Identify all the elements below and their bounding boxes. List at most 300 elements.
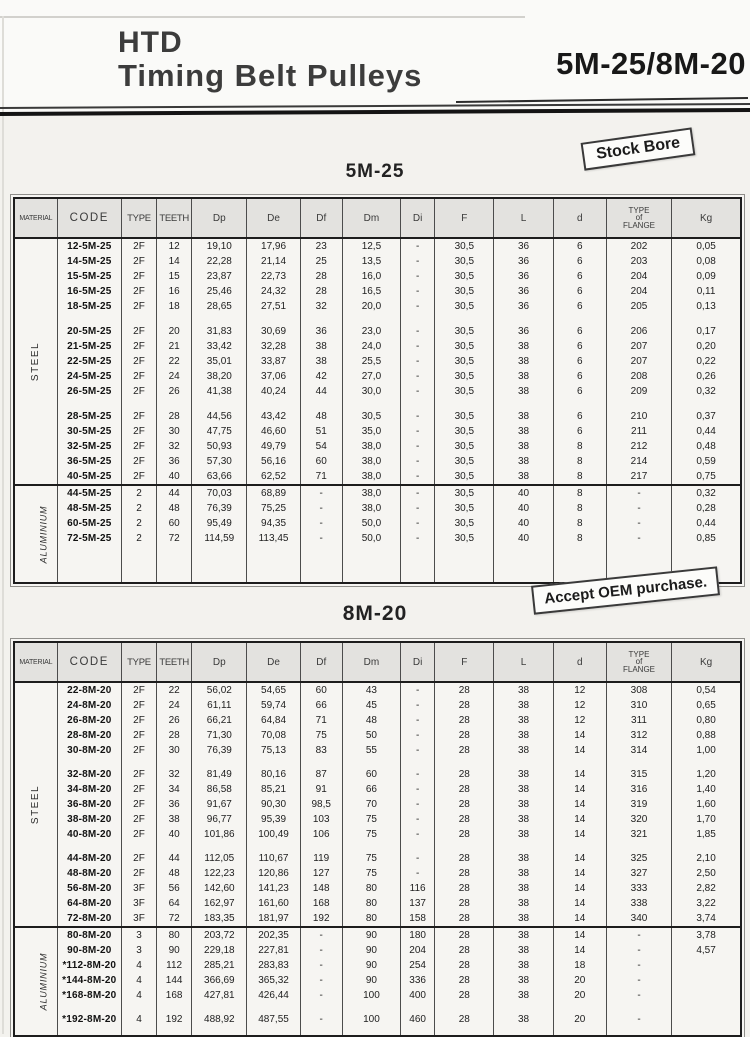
- spacer-row: [14, 314, 741, 324]
- data-cell: 60: [300, 454, 342, 469]
- data-cell: 23,87: [192, 269, 247, 284]
- data-cell: 2F: [121, 269, 156, 284]
- data-cell: 206: [606, 324, 671, 339]
- data-cell: 55: [342, 743, 400, 758]
- data-cell: 61,11: [192, 698, 247, 713]
- data-cell: 207: [606, 339, 671, 354]
- data-cell: 285,21: [192, 958, 247, 973]
- data-cell: 62,52: [247, 469, 300, 485]
- table-row: [14, 851, 741, 866]
- data-cell: 168: [300, 896, 342, 911]
- data-cell: 0,05: [672, 238, 741, 254]
- data-cell: -: [401, 767, 435, 782]
- spacer-cell: [342, 1003, 400, 1012]
- spacer-cell: [247, 399, 300, 409]
- material-cell: [14, 927, 57, 1036]
- data-cell: 47,75: [192, 424, 247, 439]
- data-cell: 2F: [121, 851, 156, 866]
- data-cell: 2,82: [672, 881, 741, 896]
- spacer-cell: [401, 546, 435, 583]
- data-cell: 336: [401, 973, 435, 988]
- data-cell: 36: [494, 299, 553, 314]
- table-row: [14, 782, 741, 797]
- data-cell: 8: [553, 516, 606, 531]
- data-cell: 80,16: [247, 767, 300, 782]
- data-cell: 100: [342, 988, 400, 1003]
- data-cell: [672, 973, 741, 988]
- data-cell: 12: [553, 713, 606, 728]
- data-cell: 2F: [121, 743, 156, 758]
- data-cell: -: [401, 516, 435, 531]
- data-cell: 42: [300, 369, 342, 384]
- col-header-teeth: TEETH: [157, 642, 192, 682]
- data-cell: -: [401, 254, 435, 269]
- data-cell: 14: [553, 782, 606, 797]
- data-cell: 0,85: [672, 531, 741, 546]
- data-cell: 22,73: [247, 269, 300, 284]
- spacer-cell: [401, 1003, 435, 1012]
- code-cell: 40-8M-20: [57, 827, 121, 842]
- data-cell: -: [401, 384, 435, 399]
- spacer-cell: [435, 842, 494, 851]
- spacer-cell: [300, 1003, 342, 1012]
- table-row: [14, 927, 741, 943]
- material-cell: [14, 485, 57, 583]
- data-cell: 14: [553, 927, 606, 943]
- spacer-cell: [121, 546, 156, 583]
- data-cell: 80: [157, 927, 192, 943]
- table-row: [14, 516, 741, 531]
- data-cell: 40: [494, 485, 553, 501]
- data-cell: 319: [606, 797, 671, 812]
- col-header-dm: Dm: [342, 642, 400, 682]
- spacer-cell: [553, 546, 606, 583]
- data-cell: 168: [157, 988, 192, 1003]
- data-cell: 14: [553, 728, 606, 743]
- data-cell: 12: [553, 698, 606, 713]
- spacer-cell: [121, 1027, 156, 1036]
- header-row: [14, 198, 741, 238]
- data-cell: -: [606, 927, 671, 943]
- data-cell: 2: [121, 531, 156, 546]
- data-cell: 30: [157, 743, 192, 758]
- code-cell: 16-5M-25: [57, 284, 121, 299]
- data-cell: 0,28: [672, 501, 741, 516]
- spacer-cell: [192, 399, 247, 409]
- data-cell: 33,42: [192, 339, 247, 354]
- spacer-cell: [672, 1003, 741, 1012]
- data-cell: 0,54: [672, 682, 741, 698]
- data-cell: -: [401, 369, 435, 384]
- data-cell: 204: [606, 284, 671, 299]
- data-cell: 90: [342, 927, 400, 943]
- data-cell: 3F: [121, 881, 156, 896]
- data-cell: 0,65: [672, 698, 741, 713]
- data-cell: 28: [435, 958, 494, 973]
- data-cell: 75: [342, 812, 400, 827]
- data-cell: 192: [157, 1012, 192, 1027]
- code-cell: 24-5M-25: [57, 369, 121, 384]
- data-cell: 20: [157, 324, 192, 339]
- data-cell: 38: [494, 1012, 553, 1027]
- data-cell: 46,60: [247, 424, 300, 439]
- scan-edge-top: [0, 16, 525, 18]
- data-cell: 487,55: [247, 1012, 300, 1027]
- data-cell: 460: [401, 1012, 435, 1027]
- data-cell: 30,5: [435, 469, 494, 485]
- table-wrapper-5m-25: [10, 194, 745, 587]
- data-cell: 427,81: [192, 988, 247, 1003]
- spacer-cell: [342, 546, 400, 583]
- col-header-code: CODE: [57, 642, 121, 682]
- data-cell: 0,17: [672, 324, 741, 339]
- spacer-cell: [157, 842, 192, 851]
- pulley-table-5m-25: [13, 197, 742, 584]
- data-cell: 38,20: [192, 369, 247, 384]
- data-cell: 48: [300, 409, 342, 424]
- data-cell: 81,49: [192, 767, 247, 782]
- table-row: [14, 339, 741, 354]
- data-cell: -: [401, 339, 435, 354]
- data-cell: 210: [606, 409, 671, 424]
- brand-line1: HTD: [118, 26, 183, 59]
- data-cell: 38: [494, 927, 553, 943]
- spacer-cell: [494, 1027, 553, 1036]
- table-wrapper-8m-20: [10, 638, 745, 1037]
- data-cell: 28: [435, 927, 494, 943]
- code-cell: 36-8M-20: [57, 797, 121, 812]
- data-cell: [672, 1012, 741, 1027]
- data-cell: 2F: [121, 767, 156, 782]
- col-header-l: L: [494, 198, 553, 238]
- spacer-cell: [300, 1027, 342, 1036]
- spacer-cell: [435, 1003, 494, 1012]
- spacer-row: [14, 842, 741, 851]
- data-cell: 30,5: [435, 485, 494, 501]
- data-cell: -: [401, 782, 435, 797]
- data-cell: 48: [342, 713, 400, 728]
- code-cell: 72-8M-20: [57, 911, 121, 927]
- data-cell: 144: [157, 973, 192, 988]
- data-cell: -: [606, 943, 671, 958]
- col-header-df: Df: [300, 642, 342, 682]
- data-cell: 6: [553, 299, 606, 314]
- data-cell: -: [606, 516, 671, 531]
- col-header-code: CODE: [57, 198, 121, 238]
- spacer-cell: [672, 1027, 741, 1036]
- data-cell: -: [606, 988, 671, 1003]
- data-cell: 40: [157, 469, 192, 485]
- data-cell: 1,85: [672, 827, 741, 842]
- data-cell: 22,28: [192, 254, 247, 269]
- data-cell: 28: [435, 1012, 494, 1027]
- code-cell: 48-5M-25: [57, 501, 121, 516]
- spacer-cell: [121, 842, 156, 851]
- data-cell: 16,0: [342, 269, 400, 284]
- data-cell: 6: [553, 369, 606, 384]
- data-cell: 0,80: [672, 713, 741, 728]
- data-cell: 2: [121, 516, 156, 531]
- data-cell: 365,32: [247, 973, 300, 988]
- data-cell: 8: [553, 485, 606, 501]
- col-header-l: L: [494, 642, 553, 682]
- table-row: [14, 284, 741, 299]
- data-cell: 192: [300, 911, 342, 927]
- col-header-dm: Dm: [342, 198, 400, 238]
- data-cell: 66: [342, 782, 400, 797]
- data-cell: 2F: [121, 797, 156, 812]
- data-cell: 14: [553, 743, 606, 758]
- spacer-cell: [192, 314, 247, 324]
- spacer-cell: [121, 1003, 156, 1012]
- data-cell: 0,20: [672, 339, 741, 354]
- col-header-de: De: [247, 198, 300, 238]
- data-cell: 202,35: [247, 927, 300, 943]
- data-cell: 203: [606, 254, 671, 269]
- table-row: [14, 369, 741, 384]
- data-cell: 1,40: [672, 782, 741, 797]
- col-header-di: Di: [401, 198, 435, 238]
- code-cell: 30-5M-25: [57, 424, 121, 439]
- data-cell: 366,69: [192, 973, 247, 988]
- data-cell: 95,39: [247, 812, 300, 827]
- data-cell: 28: [435, 782, 494, 797]
- data-cell: 22: [157, 354, 192, 369]
- col-header-f: F: [435, 642, 494, 682]
- spacer-cell: [606, 1027, 671, 1036]
- data-cell: 112: [157, 958, 192, 973]
- code-cell: 72-5M-25: [57, 531, 121, 546]
- data-cell: 212: [606, 439, 671, 454]
- data-cell: 28: [435, 988, 494, 1003]
- data-cell: 15: [157, 269, 192, 284]
- data-cell: 2: [121, 485, 156, 501]
- code-cell: 90-8M-20: [57, 943, 121, 958]
- spacer-cell: [157, 758, 192, 767]
- spacer-cell: [494, 1003, 553, 1012]
- col-header-d: d: [553, 198, 606, 238]
- data-cell: 2: [121, 501, 156, 516]
- data-cell: 28: [435, 743, 494, 758]
- data-cell: 40: [494, 516, 553, 531]
- spacer-cell: [157, 1027, 192, 1036]
- data-cell: 38: [494, 958, 553, 973]
- data-cell: 38,0: [342, 501, 400, 516]
- data-cell: 137: [401, 896, 435, 911]
- table-row: [14, 973, 741, 988]
- data-cell: 21: [157, 339, 192, 354]
- data-cell: 87: [300, 767, 342, 782]
- data-cell: -: [401, 299, 435, 314]
- data-cell: 28: [435, 851, 494, 866]
- table-row: [14, 439, 741, 454]
- data-cell: 30,5: [435, 454, 494, 469]
- data-cell: -: [606, 531, 671, 546]
- table-row: [14, 384, 741, 399]
- data-cell: 21,14: [247, 254, 300, 269]
- data-cell: [672, 988, 741, 1003]
- data-cell: 75: [300, 728, 342, 743]
- table-row: [14, 454, 741, 469]
- data-cell: 3,22: [672, 896, 741, 911]
- spacer-cell: [494, 314, 553, 324]
- data-cell: -: [401, 698, 435, 713]
- spacer-row: [14, 1027, 741, 1036]
- data-cell: 98,5: [300, 797, 342, 812]
- data-cell: 340: [606, 911, 671, 927]
- data-cell: 45: [342, 698, 400, 713]
- data-cell: 6: [553, 384, 606, 399]
- data-cell: 57,30: [192, 454, 247, 469]
- data-cell: 16,5: [342, 284, 400, 299]
- data-cell: 321: [606, 827, 671, 842]
- data-cell: 2,10: [672, 851, 741, 866]
- data-cell: 2F: [121, 424, 156, 439]
- spacer-cell: [192, 758, 247, 767]
- data-cell: 60: [342, 767, 400, 782]
- data-cell: 327: [606, 866, 671, 881]
- data-cell: 36: [494, 269, 553, 284]
- data-cell: 38: [494, 469, 553, 485]
- col-header-type: TYPE: [121, 642, 156, 682]
- data-cell: 6: [553, 324, 606, 339]
- spacer-cell: [494, 399, 553, 409]
- col-header-dp: Dp: [192, 198, 247, 238]
- data-cell: 36: [494, 324, 553, 339]
- data-cell: -: [300, 943, 342, 958]
- data-cell: 8: [553, 454, 606, 469]
- code-cell: 32-5M-25: [57, 439, 121, 454]
- data-cell: 207: [606, 354, 671, 369]
- data-cell: 180: [401, 927, 435, 943]
- code-cell: *192-8M-20: [57, 1012, 121, 1027]
- data-cell: 51: [300, 424, 342, 439]
- data-cell: 28: [435, 973, 494, 988]
- data-cell: 75: [342, 827, 400, 842]
- data-cell: 83: [300, 743, 342, 758]
- data-cell: 30,5: [435, 238, 494, 254]
- data-cell: 23: [300, 238, 342, 254]
- spacer-cell: [342, 842, 400, 851]
- data-cell: 20: [553, 973, 606, 988]
- data-cell: 214: [606, 454, 671, 469]
- data-cell: -: [401, 469, 435, 485]
- data-cell: 38: [494, 812, 553, 827]
- data-cell: 37,06: [247, 369, 300, 384]
- data-cell: 24: [157, 369, 192, 384]
- data-cell: 2F: [121, 324, 156, 339]
- data-cell: 120,86: [247, 866, 300, 881]
- code-cell: 64-8M-20: [57, 896, 121, 911]
- data-cell: 103: [300, 812, 342, 827]
- data-cell: 254: [401, 958, 435, 973]
- data-cell: 70,03: [192, 485, 247, 501]
- data-cell: 26: [157, 713, 192, 728]
- data-cell: 202: [606, 238, 671, 254]
- data-cell: 4: [121, 988, 156, 1003]
- spacer-cell: [157, 546, 192, 583]
- table-row: [14, 324, 741, 339]
- data-cell: 20: [553, 988, 606, 1003]
- data-cell: 122,23: [192, 866, 247, 881]
- data-cell: 316: [606, 782, 671, 797]
- spacer-cell: [121, 314, 156, 324]
- spacer-cell: [401, 399, 435, 409]
- table-row: [14, 911, 741, 927]
- spacer-cell: [672, 842, 741, 851]
- spacer-cell: [300, 842, 342, 851]
- data-cell: 181,97: [247, 911, 300, 927]
- table-row: [14, 254, 741, 269]
- spacer-cell: [606, 399, 671, 409]
- data-cell: -: [606, 1012, 671, 1027]
- data-cell: 23,0: [342, 324, 400, 339]
- data-cell: 48: [157, 501, 192, 516]
- col-header-material: MATERIAL: [14, 642, 57, 682]
- data-cell: 112,05: [192, 851, 247, 866]
- col-header-material: MATERIAL: [14, 198, 57, 238]
- data-cell: 6: [553, 409, 606, 424]
- data-cell: 311: [606, 713, 671, 728]
- data-cell: 6: [553, 269, 606, 284]
- data-cell: 60: [157, 516, 192, 531]
- data-cell: -: [300, 988, 342, 1003]
- table-row: [14, 866, 741, 881]
- code-cell: 28-8M-20: [57, 728, 121, 743]
- spacer-cell: [606, 758, 671, 767]
- code-cell: 26-8M-20: [57, 713, 121, 728]
- code-cell: 80-8M-20: [57, 927, 121, 943]
- data-cell: -: [401, 743, 435, 758]
- data-cell: 20,0: [342, 299, 400, 314]
- data-cell: 3,74: [672, 911, 741, 927]
- code-cell: 40-5M-25: [57, 469, 121, 485]
- data-cell: 8: [553, 439, 606, 454]
- data-cell: 38,0: [342, 454, 400, 469]
- col-header-teeth: TEETH: [157, 198, 192, 238]
- table-row: [14, 797, 741, 812]
- col-header-dp: Dp: [192, 642, 247, 682]
- data-cell: 41,38: [192, 384, 247, 399]
- table-row: [14, 299, 741, 314]
- data-cell: 50: [342, 728, 400, 743]
- data-cell: 12: [553, 682, 606, 698]
- data-cell: 38: [494, 409, 553, 424]
- data-cell: 17,96: [247, 238, 300, 254]
- data-cell: 30,5: [435, 324, 494, 339]
- data-cell: 3F: [121, 911, 156, 927]
- data-cell: 0,22: [672, 354, 741, 369]
- data-cell: 1,00: [672, 743, 741, 758]
- data-cell: 14: [553, 866, 606, 881]
- data-cell: 12: [157, 238, 192, 254]
- data-cell: 64,84: [247, 713, 300, 728]
- data-cell: -: [401, 409, 435, 424]
- data-cell: 35,0: [342, 424, 400, 439]
- data-cell: 1,20: [672, 767, 741, 782]
- model-badge: 5M-25/8M-20: [556, 46, 746, 81]
- spacer-cell: [247, 546, 300, 583]
- data-cell: 80: [342, 896, 400, 911]
- data-cell: 38: [494, 973, 553, 988]
- data-cell: 90: [157, 943, 192, 958]
- data-cell: 142,60: [192, 881, 247, 896]
- data-cell: 75,25: [247, 501, 300, 516]
- data-cell: 71: [300, 713, 342, 728]
- data-cell: 0,11: [672, 284, 741, 299]
- data-cell: 70: [342, 797, 400, 812]
- data-cell: 30,5: [342, 409, 400, 424]
